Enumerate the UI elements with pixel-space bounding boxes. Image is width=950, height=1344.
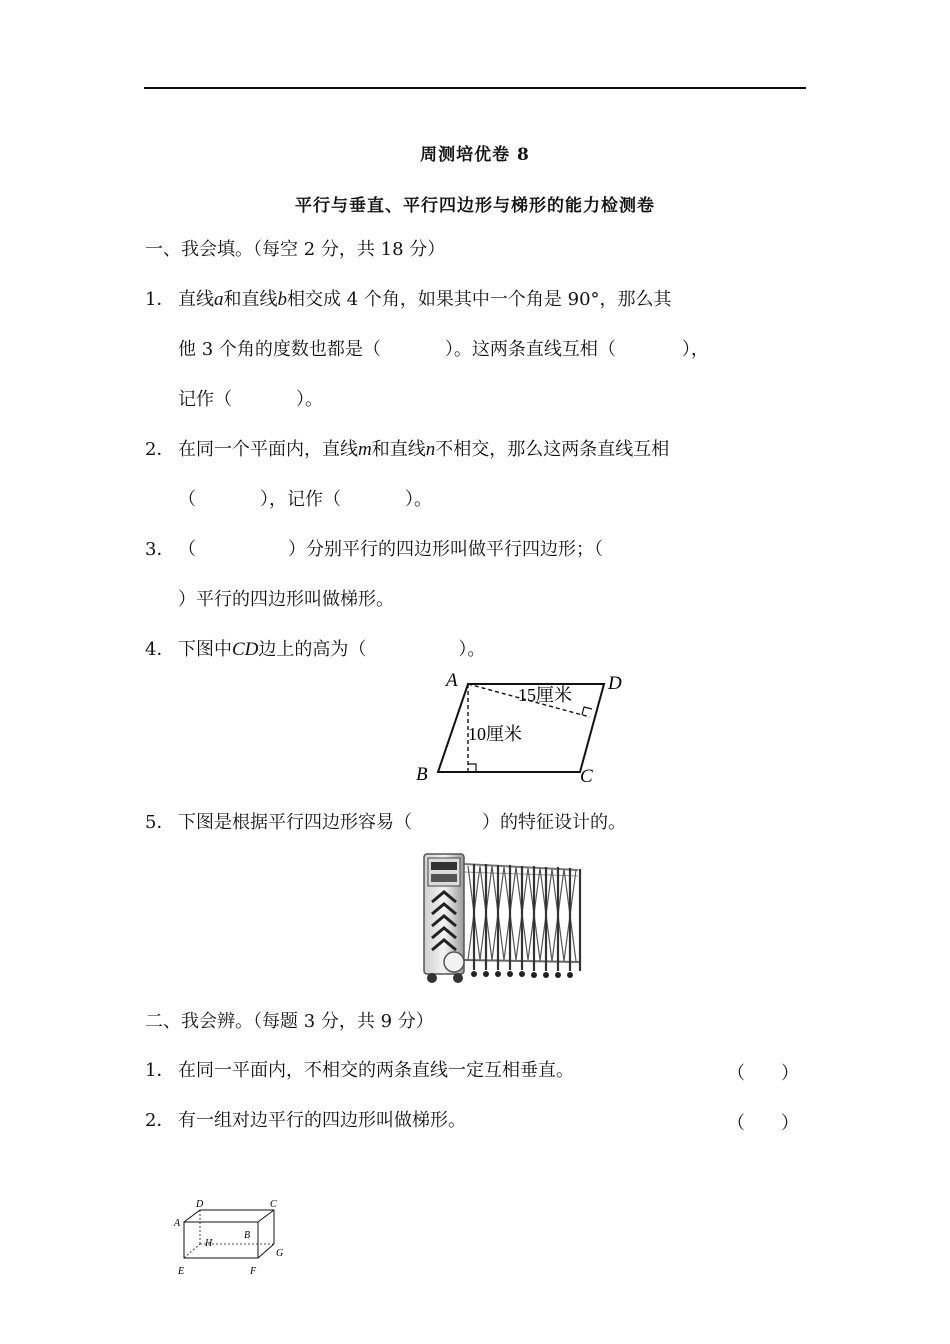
page-subtitle: 平行与垂直、平行四边形与梯形的能力检测卷 (295, 196, 655, 216)
q1-var-b: b (277, 289, 287, 310)
cuboid-label-e: E (178, 1266, 185, 1277)
cuboid-hidden-edges (184, 1210, 274, 1258)
q3-line2: ）平行的四边形叫做梯形。 (178, 589, 394, 610)
q2-text: 和直线 (371, 439, 426, 460)
q2-text: （ (178, 489, 196, 510)
q3-line1 (145, 538, 603, 562)
right-angle-mark-right (582, 707, 592, 715)
q1-text: 和直线 (223, 289, 278, 310)
q2-text: ），记作（ (260, 489, 341, 510)
cuboid-label-a: A (174, 1218, 181, 1229)
q1-text: ）。这两条直线互相（ (444, 339, 616, 360)
q1-number: 1． (145, 289, 175, 310)
q4-line (145, 638, 485, 662)
section1-heading: 一、我会填。（每空 2 分，共 18 分） (145, 239, 446, 260)
q5-line (145, 811, 626, 835)
q1-text: 直线 (178, 289, 214, 310)
q2-line1 (145, 438, 669, 462)
top-rule (144, 87, 806, 89)
cuboid-figure (170, 1196, 300, 1282)
cuboid-label-b: B (244, 1230, 251, 1241)
judge-number: 1． (145, 1060, 175, 1081)
cuboid-label-c: C (270, 1199, 277, 1210)
q1-text: 他 3 个角的度数也都是（ (178, 339, 381, 360)
q4-number: 4． (145, 639, 175, 660)
q5-number: 5． (145, 812, 175, 833)
right-angle-mark-bottom (468, 764, 476, 772)
q3-number: 3． (145, 539, 175, 560)
gate-lattice (464, 864, 580, 978)
q2-text: ）。 (405, 489, 432, 510)
q3-text: （ (178, 539, 196, 560)
label-c: C (580, 766, 593, 787)
retractable-gate-image (418, 850, 586, 986)
q1-text: 相交成 4 个角，如果其中一个角是 90°，那么其 (287, 289, 672, 310)
q4-text: 边上的高为（ (258, 639, 367, 660)
judge-answer-bracket[interactable]: （ ） (727, 1113, 799, 1134)
cuboid-label-f: F (250, 1266, 257, 1277)
q1-line3 (178, 388, 323, 412)
page-title: 周测培优卷 8 (420, 145, 530, 165)
q1-text: ）， (681, 339, 709, 360)
cuboid-label-d: D (196, 1199, 204, 1210)
label-b: B (416, 764, 428, 785)
q4-text: ）。 (458, 639, 486, 660)
q2-number: 2． (145, 439, 175, 460)
judge-item (145, 1059, 574, 1083)
judge-item (145, 1109, 466, 1133)
cuboid-label-h: H (205, 1238, 213, 1249)
judge-answer-bracket[interactable]: （ ） (727, 1063, 799, 1084)
judge-text: 在同一平面内，不相交的两条直线一定互相垂直。 (178, 1060, 574, 1081)
label-d: D (608, 673, 622, 694)
cuboid-label-g: G (276, 1248, 284, 1259)
q1-line1 (145, 288, 672, 312)
q2-text: 在同一个平面内，直线 (178, 439, 358, 460)
q5-text: ）的特征设计的。 (482, 812, 626, 833)
section2-heading: 二、我会辨。（每题 3 分，共 9 分） (145, 1011, 434, 1032)
q2-text: 不相交，那么这两条直线互相 (435, 439, 670, 460)
parallelogram-figure (408, 666, 638, 790)
q1-text: ）。 (296, 389, 323, 410)
q5-text: 下图是根据平行四边形容易（ (178, 812, 412, 833)
label-a: A (446, 670, 458, 691)
q4-var-cd: CD (232, 639, 259, 660)
length-10: 10厘米 (468, 724, 522, 744)
length-15: 15厘米 (518, 685, 572, 705)
q1-line2 (178, 338, 709, 362)
gate-post (424, 854, 464, 983)
q4-text: 下图中 (178, 639, 232, 660)
q3-text: ）分别平行的四边形叫做平行四边形；（ (288, 539, 603, 560)
q1-var-a: a (214, 289, 224, 310)
q2-var-n: n (425, 439, 436, 460)
q2-line2 (178, 488, 432, 512)
judge-text: 有一组对边平行的四边形叫做梯形。 (178, 1110, 466, 1131)
judge-number: 2． (145, 1110, 175, 1131)
q2-var-m: m (358, 439, 372, 460)
q1-text: 记作（ (178, 389, 232, 410)
